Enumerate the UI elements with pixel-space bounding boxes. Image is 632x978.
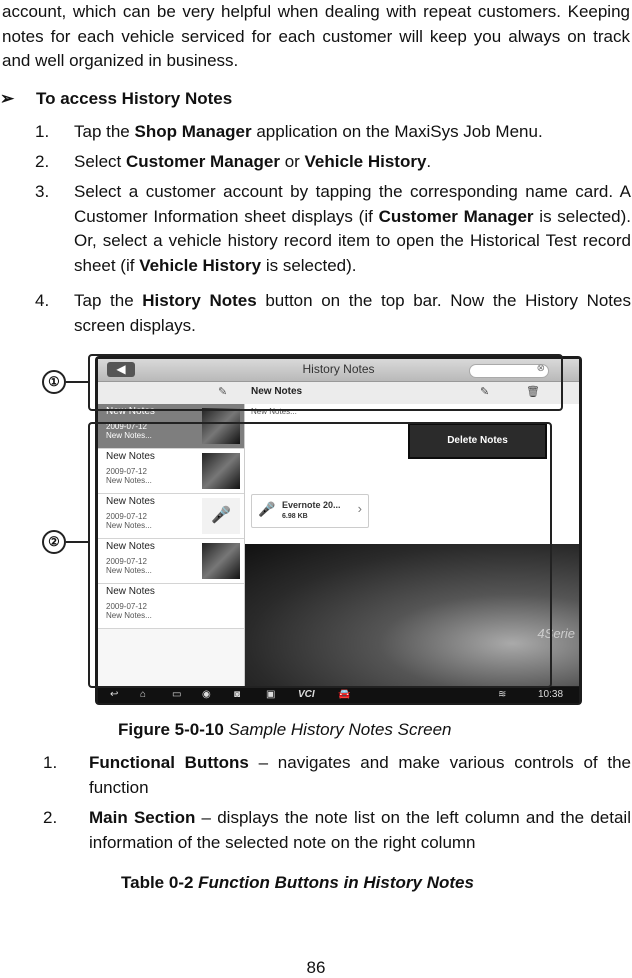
edit-icon[interactable]: ✎ [218,386,228,398]
leader-line-2 [66,541,88,543]
clock-text: 10:38 [538,689,564,700]
callout-box-2 [88,422,552,688]
recent-apps-icon[interactable]: ▭ [172,689,182,700]
function-item-2: 2. Main Section – displays the note list on the left column and the detail information of the selected note on the right column [43,808,631,852]
microphone-icon: 🎤 [202,498,240,534]
step-3: 3. Select a customer account by tapping the corresponding name card. A Customer Information sheet displays (if Customer Manager is selected). Or, select a vehicle history record item to open the Historical Test record sheet (if Vehicle History is selected). [35,182,632,275]
page-number: 86 [306,958,326,977]
attachment-card[interactable]: 🎤 Evernote 20... 6.98 KB › [251,494,369,528]
microphone-icon: 🎤 [258,501,276,517]
figure-caption: Figure 5-0-10 Sample History Notes Screen [118,720,452,739]
delete-notes-button[interactable]: Delete Notes [408,423,547,459]
edit-note-icon[interactable]: ✎ [480,386,490,398]
section-heading: ➢ To access History Notes [0,89,233,108]
note-text: New Notes... [251,407,297,416]
step-2: 2. Select Customer Manager or Vehicle History. [35,152,432,171]
function-item-1: 1. Functional Buttons – navigates and make various controls of the function [43,753,631,797]
vci-icon[interactable]: VCI [298,689,315,700]
back-icon[interactable]: ↩ [110,689,119,700]
leader-line-1 [66,381,88,383]
step-4: 4. Tap the History Notes button on the top bar. Now the History Notes screen displays. [35,291,631,335]
android-nav-bar [98,687,579,703]
history-notes-figure [32,350,575,706]
car-icon[interactable]: 🚘 [338,689,351,700]
arrow-bullet-icon: ➢ [0,89,15,108]
wifi-icon: ≋ [498,689,507,700]
list-item[interactable]: New Notes 2009-07-12 New Notes... 🎤 [98,494,244,539]
screen-title: History Notes [302,362,375,376]
back-button[interactable]: ◀ [107,362,135,377]
camera-icon[interactable]: ◙ [234,689,241,700]
list-item[interactable]: New Notes 2009-07-12 New Notes... [98,449,244,494]
home-icon[interactable]: ⌂ [140,689,147,700]
car-badge: 4Serie [537,626,575,641]
browser-icon[interactable]: ◉ [202,689,211,700]
callout-1: ① [42,370,66,394]
list-item[interactable]: New Notes 2009-07-12 New Notes... [98,584,244,629]
callout-2: ② [42,530,66,554]
clear-icon[interactable]: ⊗ [536,363,545,374]
note-title: New Notes [251,386,303,397]
table-title: Table 0-2 Function Buttons in History Notes [121,873,474,892]
callout-box-1 [88,354,563,411]
step-1: 1. Tap the Shop Manager application on the MaxiSys Job Menu. [35,122,543,141]
display-icon[interactable]: ▣ [266,689,276,700]
list-item[interactable]: New Notes 2009-07-12 New Notes... [98,539,244,584]
chevron-right-icon: › [357,501,362,516]
list-item[interactable]: New Notes 2009-07-12 New Notes... [98,404,244,449]
trash-icon[interactable]: 🗑 [526,386,540,398]
intro-paragraph: account, which can be very helpful when dealing with repeat customers. Keeping notes for each vehicle serviced for each customer will keep you always on track and well organized in business. [2,2,630,70]
